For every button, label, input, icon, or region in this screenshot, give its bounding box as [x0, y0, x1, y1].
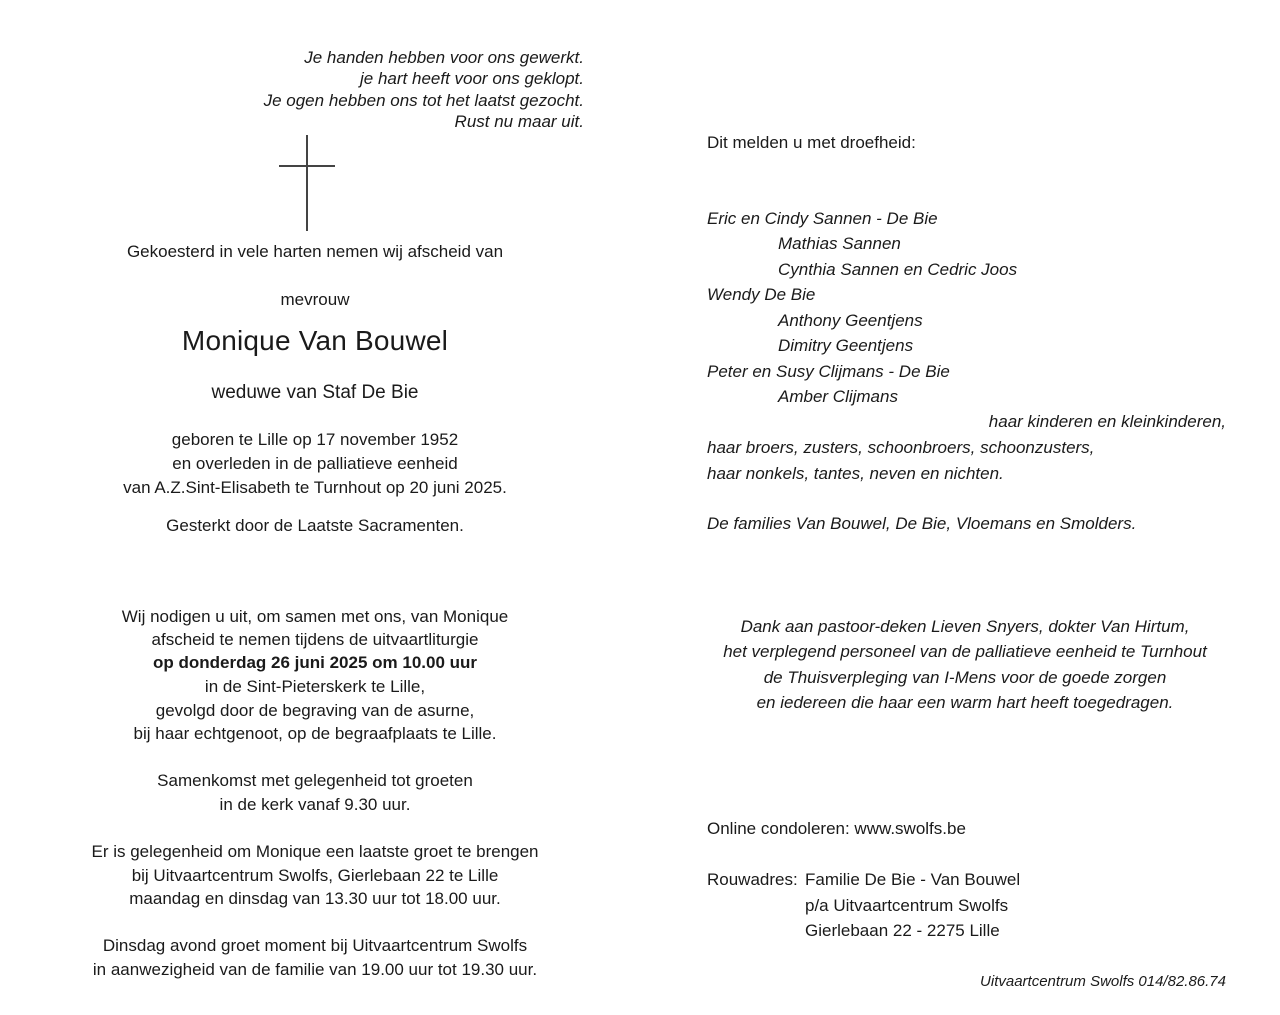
- address-line-2: p/a Uitvaartcentrum Swolfs: [805, 896, 1009, 915]
- family-member: Mathias Sannen: [778, 234, 901, 253]
- poem-line-3: Je ogen hebben ons tot het laatst gezocht.: [263, 91, 584, 110]
- intro-text: Gekoesterd in vele harten nemen wij afscheid van: [126, 242, 504, 261]
- children-line: haar kinderen en kleinkinderen,: [988, 412, 1226, 431]
- family-member: Peter en Susy Clijmans - De Bie: [707, 362, 950, 381]
- birth-line-2: en overleden in de palliatieve eenheid: [172, 454, 458, 473]
- footer-contact: Uitvaartcentrum Swolfs 014/82.86.74: [980, 973, 1226, 990]
- thanks-line-3: de Thuisverpleging van I-Mens voor de goede zorgen: [763, 668, 1167, 687]
- announce-text: Dit melden u met droefheid:: [707, 133, 916, 152]
- gathering-line-2: in de kerk vanaf 9.30 uur.: [219, 795, 411, 814]
- online-condolences: Online condoleren: www.swolfs.be: [707, 819, 966, 838]
- funeral-date: op donderdag 26 juni 2025 om 10.00 uur: [152, 653, 478, 672]
- evening-line-1: Dinsdag avond groet moment bij Uitvaartcentrum Swolfs: [102, 936, 528, 955]
- thanks-line-4: en iedereen die haar een warm hart heeft toegedragen.: [756, 693, 1174, 712]
- birth-line-1: geboren te Lille op 17 november 1952: [171, 430, 459, 449]
- thanks-line-1: Dank aan pastoor-deken Lieven Snyers, dokter Van Hirtum,: [740, 617, 1190, 636]
- honorific: mevrouw: [280, 290, 350, 309]
- address-label: Rouwadres:: [707, 870, 798, 889]
- invite-line-6: bij haar echtgenoot, op de begraafplaats te Lille.: [133, 724, 497, 743]
- relatives-line: haar nonkels, tantes, neven en nichten.: [707, 464, 1004, 483]
- invite-line-2: afscheid te nemen tijdens de uitvaartliturgie: [151, 630, 479, 649]
- family-member: Anthony Geentjens: [778, 311, 923, 330]
- invite-line-5: gevolgd door de begraving van de asurne,: [155, 701, 475, 720]
- families-line: De families Van Bouwel, De Bie, Vloemans en Smolders.: [707, 514, 1137, 533]
- widow-of: weduwe van Staf De Bie: [211, 382, 419, 403]
- poem-line-4: Rust nu maar uit.: [454, 112, 584, 131]
- visit-line-1: Er is gelegenheid om Monique een laatste groet te brengen: [91, 842, 539, 861]
- visit-line-3: maandag en dinsdag van 13.30 uur tot 18.00 uur.: [129, 889, 501, 908]
- gathering-line-1: Samenkomst met gelegenheid tot groeten: [157, 771, 473, 790]
- invite-line-4: in de Sint-Pieterskerk te Lille,: [204, 677, 426, 696]
- address-line-3: Gierlebaan 22 - 2275 Lille: [805, 921, 1000, 940]
- address-line-1: Familie De Bie - Van Bouwel: [805, 870, 1021, 889]
- deceased-name: Monique Van Bouwel: [181, 325, 449, 356]
- birth-line-3: van A.Z.Sint-Elisabeth te Turnhout op 20 juni 2025.: [123, 478, 507, 497]
- family-member: Eric en Cindy Sannen - De Bie: [707, 209, 938, 228]
- siblings-line: haar broers, zusters, schoonbroers, schoonzusters,: [707, 438, 1095, 457]
- sacraments: Gesterkt door de Laatste Sacramenten.: [166, 516, 464, 535]
- family-member: Wendy De Bie: [707, 285, 816, 304]
- thanks-line-2: het verplegend personeel van de palliatieve eenheid te Turnhout: [723, 642, 1207, 661]
- poem-line-1: Je handen hebben voor ons gewerkt.: [304, 48, 584, 67]
- visit-line-2: bij Uitvaartcentrum Swolfs, Gierlebaan 22 te Lille: [131, 866, 499, 885]
- poem-line-2: je hart heeft voor ons geklopt.: [360, 69, 584, 88]
- family-member: Dimitry Geentjens: [778, 336, 914, 355]
- invite-line-1: Wij nodigen u uit, om samen met ons, van Monique: [121, 607, 509, 626]
- family-member: Amber Clijmans: [778, 387, 898, 406]
- evening-line-2: in aanwezigheid van de familie van 19.00 uur tot 19.30 uur.: [92, 960, 538, 979]
- family-member: Cynthia Sannen en Cedric Joos: [778, 260, 1018, 279]
